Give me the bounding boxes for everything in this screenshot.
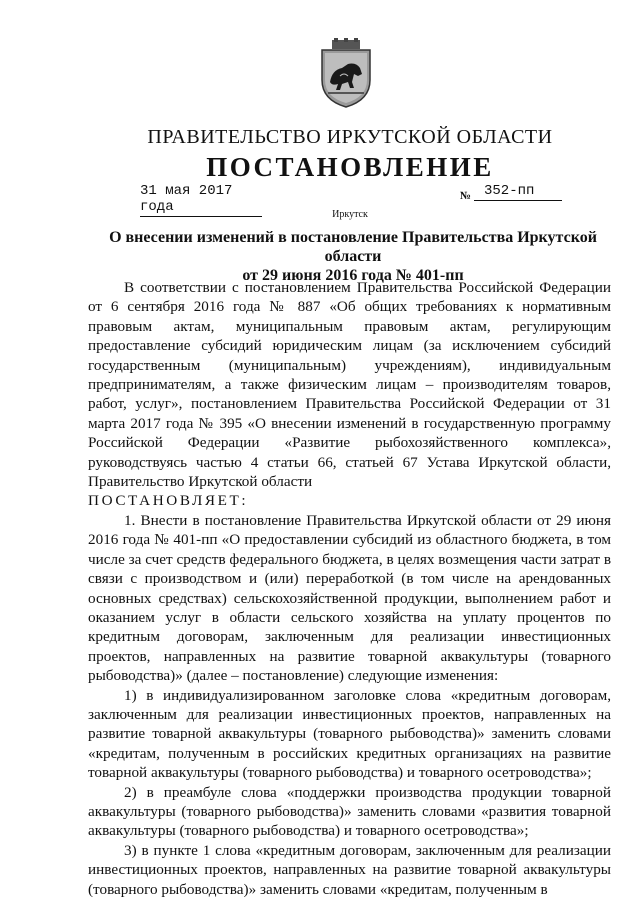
number-sign: № [460,190,472,202]
subitem-1-paragraph: 1) в индивидуализированном заголовке слова «кредитным договорам, заключенным для реализации инвестиционных проектов, направленных на развитие товарной аквакультуры (товарного рыбоводства)» заменить словами «кредитам, полученным в российских кредитных организациях на развитие товарной аквакультуры (товарного рыбоводства) и товарного осетроводства»; [88,686,611,782]
document-title-line-1: О внесении изменений в постановление Правительства Иркутской области [109,229,597,265]
coat-of-arms-icon [318,38,374,108]
document-title-line-2: от 29 июня 2016 года № 401-пп [242,267,464,284]
document-date: 31 мая 2017 года [140,183,262,217]
government-name: ПРАВИТЕЛЬСТВО ИРКУТСКОЙ ОБЛАСТИ [147,126,553,148]
document-title [88,228,618,285]
document-body [88,278,611,899]
item-1-paragraph: 1. Внести в постановление Правительства Иркутской области от 29 июня 2016 года № 401-пп «О предоставлении субсидий из областного бюджета, в том числе за счет средств федерального бюджета, в целях возмещения части затрат в связи с производством и (или) переработкой (в том числе на арендованных основных средствах) сельскохозяйственной продукции, выполнением работ и оказанием услуг в области сельского хозяйства на уплату процентов по кредитным договорам, заключенным для реализации инвестиционных проектов, направленных на развитие товарной аквакультуры (товарного рыбоводства)» (далее – постановление) следующие изменения: [88,511,611,685]
subitem-2-paragraph: 2) в преамбуле слова «поддержки производства продукции товарной аквакультуры (товарного рыбоводства)» заменить словами «развития товарной аквакультуры (товарного рыбоводства) и товарного осетроводства»; [88,783,611,840]
document-type: ПОСТАНОВЛЕНИЕ [206,152,494,182]
city-name: Иркутск [332,209,368,220]
document-number: 352-пп [474,183,562,201]
subitem-3-paragraph: 3) в пункте 1 слова «кредитным договорам, заключенным для реализации инвестиционных проектов, направленных на развитие товарной аквакультуры (товарного рыбоводства)» заменить словами «кредитам, полученным в [88,841,611,898]
decree-word: ПОСТАНОВЛЯЕТ: [88,492,249,510]
preamble-paragraph: В соответствии с постановлением Правительства Российской Федерации от 6 сентября 2016 года № 887 «Об общих требованиях к нормативным правовым актам, муниципальным правовым актам, регулирующим предоставление субсидий юридическим лицам (за исключением субсидий государственным (муниципальным) учреждениям), индивидуальным предпринимателям, а также физическим лицам – производителям товаров, работ, услуг», постановлением Правительства Российской Федерации от 31 марта 2017 года № 395 «О внесении изменений в государственную программу Российской Федерации «Развитие рыбохозяйственного комплекса», руководствуясь частью 4 статьи 66, статьей 67 Устава Иркутской области, Правительство Иркутской области [88,279,611,491]
